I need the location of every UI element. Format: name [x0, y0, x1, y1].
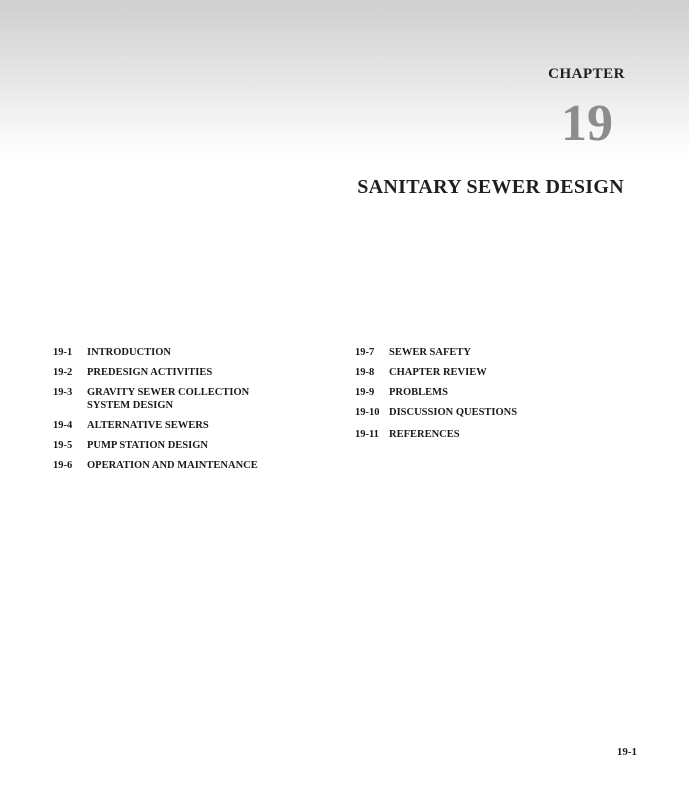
page-number: 19-1 — [616, 746, 637, 758]
toc-entry-label: CHAPTER REVIEW — [389, 367, 487, 378]
toc-entry[interactable] — [53, 386, 333, 412]
toc-entry[interactable] — [355, 428, 645, 441]
toc-entry-number: 19-1 — [53, 347, 73, 358]
toc-entry-label: PREDESIGN ACTIVITIES — [87, 367, 213, 378]
toc-entry-label: REFERENCES — [389, 429, 460, 440]
toc-entry-number: 19-6 — [53, 460, 73, 471]
chapter-number: 19 — [561, 95, 613, 152]
toc-entry-number: 19-3 — [53, 387, 73, 398]
toc-entry-label: PUMP STATION DESIGN — [87, 440, 208, 451]
toc-entry[interactable] — [355, 346, 645, 359]
toc-entry-label: ALTERNATIVE SEWERS — [87, 420, 209, 431]
toc-entry-number: 19-5 — [53, 440, 73, 451]
toc-entry-label: OPERATION AND MAINTENANCE — [87, 460, 258, 471]
chapter-title: SANITARY SEWER DESIGN — [357, 176, 624, 198]
toc-entry-number: 19-8 — [355, 367, 375, 378]
toc-entry-number: 19-11 — [355, 429, 379, 440]
toc-entry[interactable] — [355, 386, 645, 399]
toc-entry-label: GRAVITY SEWER COLLECTION — [87, 387, 250, 398]
toc-entry-label: DISCUSSION QUESTIONS — [389, 407, 518, 418]
toc-entry-label: SEWER SAFETY — [389, 347, 471, 358]
toc-entry[interactable] — [53, 419, 333, 432]
toc-entry[interactable] — [53, 366, 333, 379]
toc-entry[interactable] — [53, 459, 333, 472]
toc-entry-number: 19-9 — [355, 387, 375, 398]
toc-entry-label: PROBLEMS — [389, 387, 448, 398]
chapter-label: CHAPTER — [548, 66, 625, 82]
toc-entry-label: INTRODUCTION — [87, 347, 172, 358]
toc-entry-label-block — [87, 386, 333, 412]
toc-entry[interactable] — [53, 439, 333, 452]
toc-entry-number: 19-2 — [53, 367, 73, 378]
toc-right-column — [355, 346, 645, 448]
toc-entry[interactable] — [355, 366, 645, 379]
toc-entry-label-continued: SYSTEM DESIGN — [87, 400, 174, 411]
toc-entry[interactable] — [53, 346, 333, 359]
toc-left-column — [53, 346, 333, 479]
toc-entry-number: 19-7 — [355, 347, 375, 358]
toc-entry-number: 19-4 — [53, 420, 73, 431]
toc-entry-number: 19-10 — [355, 407, 380, 418]
toc-entry[interactable] — [355, 406, 645, 419]
